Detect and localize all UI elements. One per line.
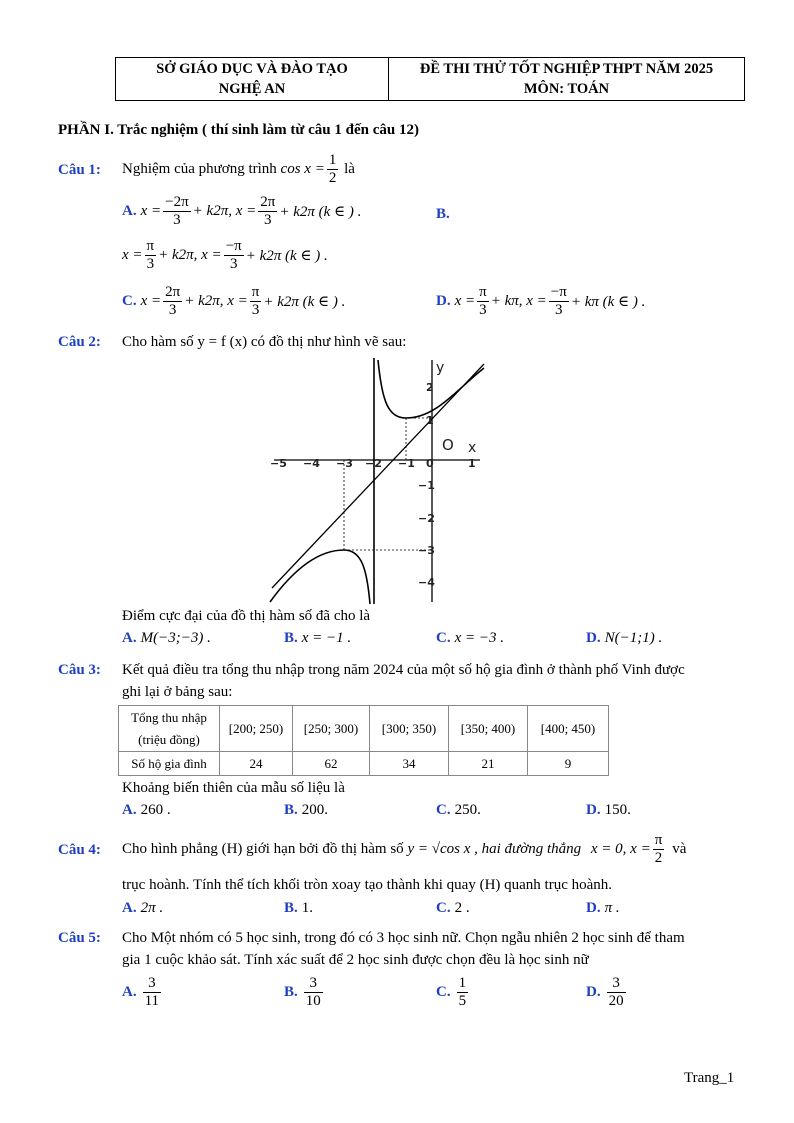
q4-option-a-label: A.	[122, 900, 137, 916]
q1-a-post: + k2π (k ∈ ) .	[279, 204, 362, 220]
q1-d-frac2	[549, 284, 569, 319]
graph-left-branch	[270, 550, 370, 604]
table-cell: [250; 300)	[293, 706, 370, 752]
q1-a-frac2	[258, 194, 277, 229]
table-cell: 24	[220, 752, 293, 776]
table-cell: [200; 250)	[220, 706, 293, 752]
q4-line1-b: y = √cos x , hai đường thẳng	[407, 841, 582, 857]
q5-b-num: 3	[304, 975, 323, 993]
q4-option-c[interactable]	[436, 900, 470, 917]
q5-option-d[interactable]	[586, 975, 628, 1010]
header-right-line2: MÔN: TOÁN	[523, 81, 610, 97]
q4-option-a-text: 2π .	[140, 900, 164, 916]
q5-a-num: 3	[143, 975, 161, 993]
graph-y-tick: −4	[418, 576, 435, 589]
table-cell: 9	[528, 752, 609, 776]
q1-a-pre: x =	[140, 203, 162, 219]
graph-x-tick: −1	[398, 457, 415, 470]
q2-label: Câu 2:	[58, 334, 101, 350]
graph-x-tick: 1	[468, 457, 476, 470]
q4-line1-a: Cho hình phẳng (H) giới hạn bởi đồ thị hàm số	[122, 841, 404, 857]
q5-option-c[interactable]	[436, 975, 470, 1010]
q1-d-mid: + kπ, x =	[490, 293, 547, 309]
q5-line2: gia 1 cuộc khảo sát. Tính xác suất để 2 học sinh được chọn đều là học sinh nữ	[122, 952, 589, 968]
q2-option-b-label: B.	[284, 630, 298, 646]
q1-fraction	[327, 152, 339, 187]
q1-tail: là	[344, 161, 355, 177]
q1-label: Câu 1:	[58, 162, 101, 178]
q5-option-b[interactable]	[284, 975, 325, 1010]
q1-text: Nghiệm của phương trình	[122, 161, 277, 177]
q1-c-f1-den: 3	[168, 302, 177, 318]
q2-option-d[interactable]	[586, 630, 662, 647]
graph-y-tick: 2	[426, 381, 434, 394]
q1-d-f1-den: 3	[479, 302, 487, 318]
q3-question: Khoảng biến thiên của mẫu số liệu là	[122, 780, 345, 796]
graph-x-tick: −3	[336, 457, 353, 470]
q2-option-d-label: D.	[586, 630, 601, 646]
q1-stem	[122, 152, 355, 187]
q3-option-b-label: B.	[284, 802, 298, 818]
q1-d-f2-den: 3	[555, 302, 563, 318]
q1-option-d[interactable]	[436, 284, 645, 319]
graph-y-tick: 1	[426, 414, 434, 427]
q4-option-d-label: D.	[586, 900, 601, 916]
q3-data-table	[118, 705, 609, 776]
graph-y-axis-label: y	[436, 360, 445, 376]
table-row	[119, 706, 609, 752]
q3-label: Câu 3:	[58, 662, 101, 678]
q4-line2: trục hoành. Tính thể tích khối tròn xoay tạo thành khi quay (H) quanh trục hoành.	[122, 877, 613, 893]
q1-frac-num: 1	[328, 152, 337, 168]
q2-option-c[interactable]	[436, 630, 504, 647]
table-cell: [300; 350)	[370, 706, 449, 752]
q3-line2: ghi lại ở bảng sau:	[122, 684, 233, 700]
q1-d-pre: x =	[454, 293, 476, 309]
q3-option-c-label: C.	[436, 802, 451, 818]
q5-d-den: 20	[608, 993, 624, 1009]
table-cell: [400; 450)	[528, 706, 609, 752]
q5-option-a[interactable]	[122, 975, 163, 1010]
q4-option-a[interactable]	[122, 900, 163, 917]
table-cell: 21	[449, 752, 528, 776]
table-head-cell: Số hộ gia đình	[119, 752, 220, 776]
graph-x-tick: −2	[365, 457, 382, 470]
q1-frac-den: 2	[328, 170, 337, 186]
q1-a-frac1	[163, 194, 191, 229]
graph-x-tick: −4	[303, 457, 320, 470]
q3-option-c[interactable]	[436, 802, 481, 819]
q2-option-b-text: x = −1 .	[301, 630, 352, 646]
q3-option-c-text: 250.	[454, 802, 481, 818]
q2-text: Cho hàm số y = f (x) có đồ thị như hình vẽ sau:	[122, 334, 407, 350]
q1-b-f1-num: π	[146, 238, 155, 254]
table-head-line2: (triệu đồng)	[138, 731, 200, 747]
q1-d-frac1	[477, 284, 489, 319]
q2-option-d-text: N(−1;1) .	[604, 630, 663, 646]
q4-frac-num: π	[654, 832, 663, 848]
table-head-line1: Tổng thu nhập	[131, 709, 207, 725]
table-head-cell	[119, 706, 220, 752]
table-cell: 34	[370, 752, 449, 776]
header-right	[389, 58, 745, 101]
q5-c-num: 1	[458, 975, 467, 991]
q1-option-c[interactable]	[122, 284, 345, 319]
table-row	[119, 752, 609, 776]
q1-b-f2-den: 3	[229, 256, 238, 272]
q1-c-f2-num: π	[251, 284, 260, 300]
q1-expr: cos x =	[280, 161, 325, 177]
q4-option-b-text: 1.	[301, 900, 314, 916]
graph-y-tick: −1	[418, 479, 435, 492]
q4-option-c-text: 2 .	[454, 900, 470, 916]
q1-c-frac1	[163, 284, 182, 319]
q5-option-a-label: A.	[122, 984, 137, 1000]
header-left-line2: NGHỆ AN	[218, 81, 286, 97]
q1-b-frac2	[224, 238, 244, 273]
q2-option-a-label: A.	[122, 630, 137, 646]
part-title: PHẦN I. Trắc nghiệm ( thí sinh làm từ câu 1 đến câu 12)	[58, 122, 419, 138]
page-number: Trang_1	[684, 1070, 735, 1086]
q1-a-f2-den: 3	[264, 212, 272, 228]
q1-c-pre: x =	[140, 293, 162, 309]
q1-c-frac2	[250, 284, 262, 319]
q4-fraction	[653, 832, 665, 867]
q2-option-c-text: x = −3 .	[454, 630, 504, 646]
q2-option-a[interactable]	[122, 630, 211, 647]
q1-c-f2-den: 3	[251, 302, 260, 318]
header-right-line1: ĐỀ THI THỬ TỐT NGHIỆP THPT NĂM 2025	[419, 61, 714, 77]
q1-a-mid: + k2π, x =	[192, 203, 257, 219]
q5-a-den: 11	[144, 993, 160, 1009]
q5-option-d-fraction	[607, 975, 626, 1010]
table-cell: 62	[293, 752, 370, 776]
q4-line1	[122, 832, 742, 867]
graph-y-tick: −2	[418, 512, 435, 525]
q1-b-f2-num: −π	[225, 238, 242, 254]
q1-d-f1-num: π	[479, 284, 487, 300]
q4-label: Câu 4:	[58, 842, 101, 858]
q1-option-b[interactable]	[122, 238, 328, 273]
q5-option-b-fraction	[304, 975, 323, 1010]
q3-option-d-label: D.	[586, 802, 601, 818]
graph-x-tick: −5	[270, 457, 287, 470]
q3-option-b[interactable]	[284, 802, 328, 819]
q3-option-a-label: A.	[122, 802, 137, 818]
q4-option-d[interactable]	[586, 900, 620, 917]
header-table	[115, 57, 745, 101]
q1-b-frac1	[145, 238, 157, 273]
q5-b-den: 10	[305, 993, 321, 1009]
q1-c-f1-num: 2π	[165, 284, 181, 300]
q3-option-b-text: 200.	[301, 802, 329, 818]
q1-b-f1-den: 3	[146, 256, 155, 272]
q3-option-d[interactable]	[586, 802, 631, 819]
q1-d-post: + kπ (k ∈ ) .	[570, 294, 646, 310]
graph-y-tick: −3	[418, 544, 435, 557]
q4-option-c-label: C.	[436, 900, 451, 916]
q1-b-mid: + k2π, x =	[158, 247, 222, 263]
q4-option-b-label: B.	[284, 900, 298, 916]
q5-option-c-label: C.	[436, 984, 451, 1000]
q5-option-b-label: B.	[284, 984, 298, 1000]
q1-a-f1-den: 3	[173, 212, 181, 228]
q1-option-d-label: D.	[436, 293, 451, 309]
q5-label: Câu 5:	[58, 930, 101, 946]
q2-option-a-text: M(−3;−3) .	[140, 630, 211, 646]
q1-c-post: + k2π (k ∈ ) .	[263, 294, 346, 310]
q3-option-a-text: 260 .	[140, 802, 171, 818]
graph-origin-label: O	[442, 436, 454, 454]
q5-option-d-label: D.	[586, 984, 601, 1000]
q3-line1: Kết quả điều tra tổng thu nhập trong năm 2024 của một số hộ gia đình ở thành phố Vinh được	[122, 662, 685, 678]
q5-line1: Cho Một nhóm có 5 học sinh, trong đó có 3 học sinh nữ. Chọn ngẫu nhiên 2 học sinh để tham	[122, 930, 685, 946]
table-cell: [350; 400)	[449, 706, 528, 752]
q1-option-a[interactable]	[122, 194, 361, 229]
graph-oblique-asymptote	[272, 364, 484, 588]
q1-a-f1-num: −2π	[165, 194, 189, 210]
q4-line1-c: x = 0, x =	[590, 841, 651, 857]
q1-option-a-label: A.	[122, 203, 137, 219]
q5-option-c-fraction	[457, 975, 469, 1010]
q4-frac-den: 2	[654, 850, 663, 866]
q3-option-d-text: 150.	[604, 802, 631, 818]
q4-line1-d: và	[672, 841, 687, 857]
q4-option-d-text: π .	[604, 900, 620, 916]
q5-c-den: 5	[458, 993, 467, 1009]
q5-d-num: 3	[607, 975, 626, 993]
graph-x-axis-label: x	[468, 440, 477, 456]
q1-b-post: + k2π (k ∈ ) .	[245, 248, 328, 264]
q1-a-f2-num: 2π	[260, 194, 276, 210]
q1-d-f2-num: −π	[550, 284, 567, 300]
q2-option-c-label: C.	[436, 630, 451, 646]
header-left-line1: SỞ GIÁO DỤC VÀ ĐÀO TẠO	[156, 61, 348, 77]
q1-b-pre: x =	[122, 247, 143, 263]
q4-option-b[interactable]	[284, 900, 313, 917]
q1-option-c-label: C.	[122, 293, 137, 309]
q5-option-a-fraction	[143, 975, 161, 1010]
q2-function-graph	[266, 356, 490, 606]
header-left	[116, 58, 389, 101]
q3-option-a[interactable]	[122, 802, 171, 819]
q2-question: Điểm cực đại của đồ thị hàm số đã cho là	[122, 608, 371, 624]
q1-c-mid: + k2π, x =	[184, 293, 248, 309]
q2-option-b[interactable]	[284, 630, 351, 647]
q1-option-b-label[interactable]: B.	[436, 206, 450, 222]
graph-x-tick: 0	[426, 457, 434, 470]
